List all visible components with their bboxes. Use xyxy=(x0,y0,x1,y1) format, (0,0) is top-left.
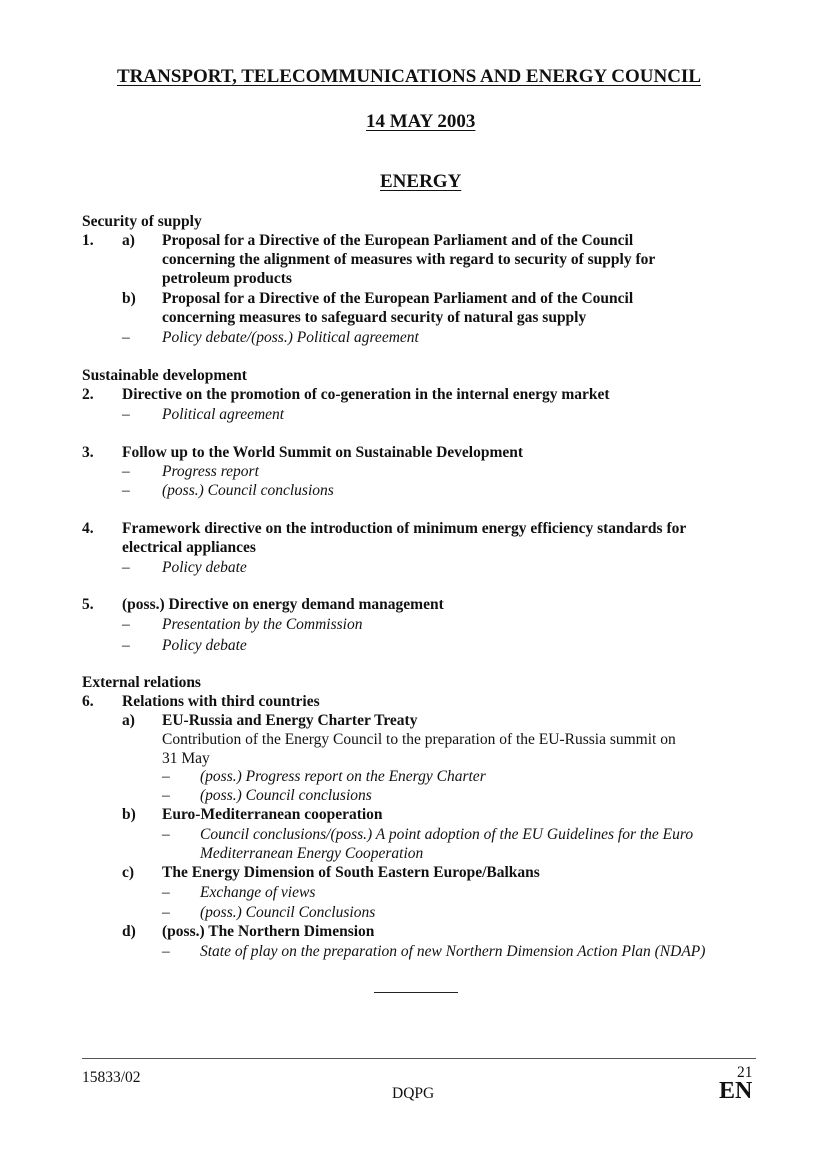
department-code: DQPG xyxy=(392,1085,435,1102)
item-subpoint: Mediterranean Energy Cooperation xyxy=(200,845,424,862)
item-subpoint: (poss.) Council Conclusions xyxy=(200,904,376,921)
group-heading-security: Security of supply xyxy=(82,213,202,230)
item-title: Directive on the promotion of co-generation in the internal energy market xyxy=(122,386,610,403)
item-number: 3. xyxy=(82,444,94,461)
dash-bullet: – xyxy=(122,482,130,499)
footer-rule xyxy=(82,1058,756,1059)
item-subpoint: State of play on the preparation of new Northern Dimension Action Plan (NDAP) xyxy=(200,943,706,960)
item-text: Contribution of the Energy Council to the preparation of the EU-Russia summit on xyxy=(162,731,676,748)
dash-bullet: – xyxy=(122,406,130,423)
item-subpoint: Progress report xyxy=(162,463,259,480)
item-title: Follow up to the World Summit on Sustainable Development xyxy=(122,444,524,461)
language-code: EN xyxy=(719,1078,753,1104)
item-subpoint: Policy debate xyxy=(162,559,247,576)
item-title: Framework directive on the introduction of minimum energy efficiency standards for xyxy=(122,520,687,537)
dash-bullet: – xyxy=(162,826,170,843)
item-letter: b) xyxy=(122,290,136,307)
dash-bullet: – xyxy=(162,768,170,785)
item-title: EU-Russia and Energy Charter Treaty xyxy=(162,712,418,729)
group-heading-sustainable: Sustainable development xyxy=(82,367,247,384)
dash-bullet: – xyxy=(122,463,130,480)
dash-bullet: – xyxy=(162,884,170,901)
item-title: Euro-Mediterranean cooperation xyxy=(162,806,383,823)
group-heading-external: External relations xyxy=(82,674,201,691)
item-subpoint: Presentation by the Commission xyxy=(162,616,363,633)
item-letter: d) xyxy=(122,923,136,940)
item-title: electrical appliances xyxy=(122,539,256,556)
dash-bullet: – xyxy=(162,787,170,804)
item-number: 5. xyxy=(82,596,94,613)
item-subpoint: (poss.) Council conclusions xyxy=(162,482,334,499)
item-letter: c) xyxy=(122,864,135,881)
item-number: 2. xyxy=(82,386,94,403)
meeting-date: 14 MAY 2003 xyxy=(366,111,476,132)
item-subpoint: Political agreement xyxy=(162,406,285,423)
item-subpoint: Council conclusions/(poss.) A point adoption of the EU Guidelines for the Euro xyxy=(200,826,694,843)
document-reference: 15833/02 xyxy=(82,1069,141,1086)
item-text: 31 May xyxy=(162,750,210,767)
item-title: petroleum products xyxy=(162,270,292,287)
item-title: Relations with third countries xyxy=(122,693,320,710)
dash-bullet: – xyxy=(162,943,170,960)
dash-bullet: – xyxy=(122,559,130,576)
item-subpoint: (poss.) Council conclusions xyxy=(200,787,372,804)
item-title: concerning the alignment of measures with regard to security of supply for xyxy=(162,251,656,268)
section-heading: ENERGY xyxy=(380,171,462,192)
item-title: The Energy Dimension of South Eastern Europe/Balkans xyxy=(162,864,540,881)
item-letter: a) xyxy=(122,232,135,249)
dash-bullet: – xyxy=(162,904,170,921)
item-letter: a) xyxy=(122,712,135,729)
dash-bullet: – xyxy=(122,329,130,346)
item-title: Proposal for a Directive of the European Parliament and of the Council xyxy=(162,290,634,307)
item-number: 4. xyxy=(82,520,94,537)
item-letter: b) xyxy=(122,806,136,823)
item-subpoint: (poss.) Progress report on the Energy Charter xyxy=(200,768,486,785)
council-title: TRANSPORT, TELECOMMUNICATIONS AND ENERGY COUNCIL xyxy=(117,66,701,87)
item-number: 1. xyxy=(82,232,94,249)
end-separator xyxy=(374,992,458,993)
item-subpoint: Exchange of views xyxy=(200,884,316,901)
item-subpoint: Policy debate xyxy=(162,637,247,654)
dash-bullet: – xyxy=(122,637,130,654)
item-title: concerning measures to safeguard security of natural gas supply xyxy=(162,309,587,326)
item-title: (poss.) Directive on energy demand management xyxy=(122,596,444,613)
item-number: 6. xyxy=(82,693,94,710)
item-subpoint: Policy debate/(poss.) Political agreement xyxy=(162,329,419,346)
item-title: Proposal for a Directive of the European Parliament and of the Council xyxy=(162,232,634,249)
dash-bullet: – xyxy=(122,616,130,633)
page-number: 21 xyxy=(737,1064,753,1081)
item-title: (poss.) The Northern Dimension xyxy=(162,923,375,940)
